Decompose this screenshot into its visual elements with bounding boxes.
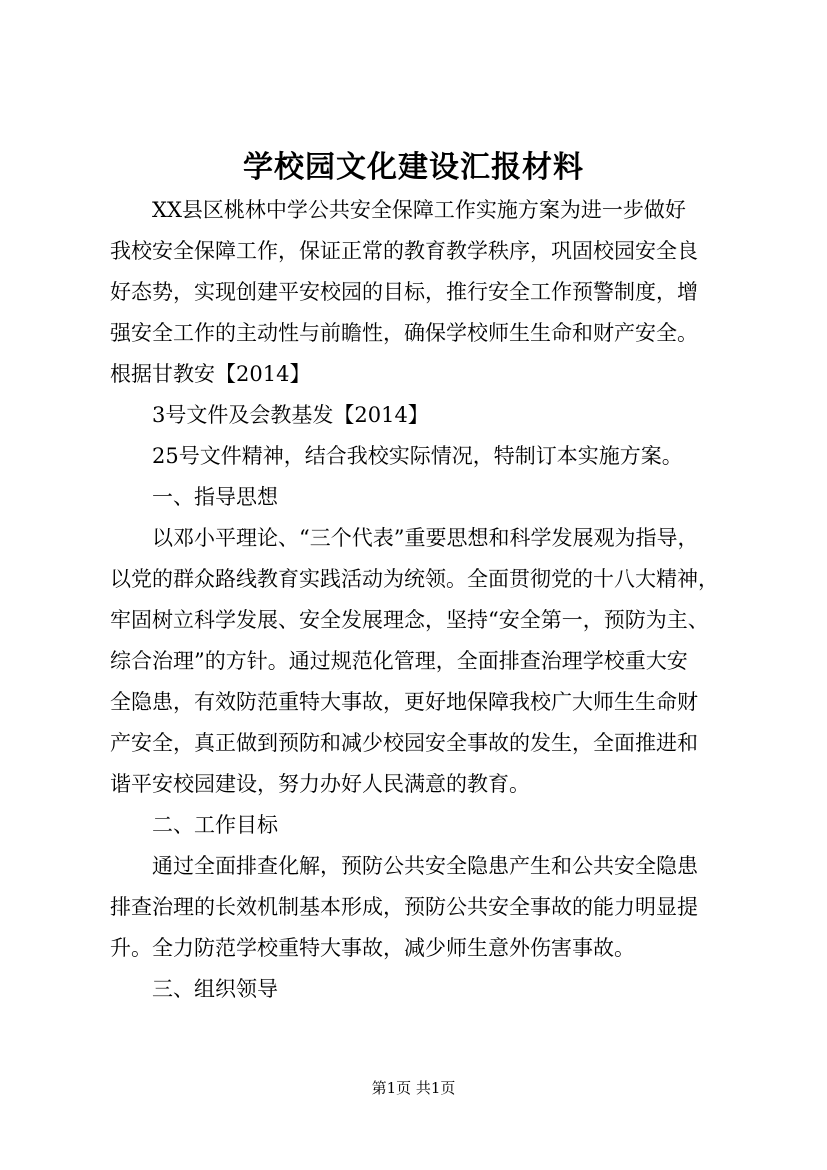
body-line: 谐平安校园建设，努力办好人民满意的教育。 [110, 772, 530, 796]
body-line: 升。全力防范学校重特大事故，减少师生意外伤害事故。 [110, 936, 635, 960]
section-heading: 二、工作目标 [152, 813, 278, 837]
body-line: 排查治理的长效机制基本形成，预防公共安全事故的能力明显提 [110, 895, 698, 919]
body-line: 强安全工作的主动性与前瞻性，确保学校师生生命和财产安全。 [110, 321, 698, 345]
body-line: 根据甘教安【2014】 [110, 362, 311, 386]
document-body [110, 190, 750, 1010]
body-line: 25号文件精神，结合我校实际情况，特制订本实施方案。 [152, 444, 683, 468]
document-title: 学校园文化建设汇报材料 [243, 150, 584, 185]
body-line: 全隐患，有效防范重特大事故，更好地保障我校广大师生生命财 [110, 690, 698, 714]
body-line: 牢固树立科学发展、安全发展理念，坚持“安全第一，预防为主、 [110, 608, 709, 632]
body-line: 我校安全保障工作，保证正常的教育教学秩序，巩固校园安全良 [110, 239, 698, 263]
body-line: 以党的群众路线教育实践活动为统领。全面贯彻党的十八大精神， [110, 567, 719, 591]
body-line: 3号文件及会教基发【2014】 [152, 403, 429, 427]
section-heading: 一、指导思想 [152, 485, 278, 509]
body-line: 好态势，实现创建平安校园的目标，推行安全工作预警制度，增 [110, 280, 698, 304]
body-line: 综合治理”的方针。通过规范化管理，全面排查治理学校重大安 [110, 649, 688, 673]
body-line: 以邓小平理论、“三个代表”重要思想和科学发展观为指导， [152, 526, 699, 550]
section-heading: 三、组织领导 [152, 977, 278, 1001]
body-line: XX县区桃林中学公共安全保障工作实施方案为进一步做好 [152, 198, 686, 222]
body-line: 通过全面排查化解，预防公共安全隐患产生和公共安全隐患 [152, 854, 698, 878]
page-footer: 第1页 共1页 [371, 1079, 456, 1097]
body-line: 产安全，真正做到预防和减少校园安全事故的发生，全面推进和 [110, 731, 698, 755]
